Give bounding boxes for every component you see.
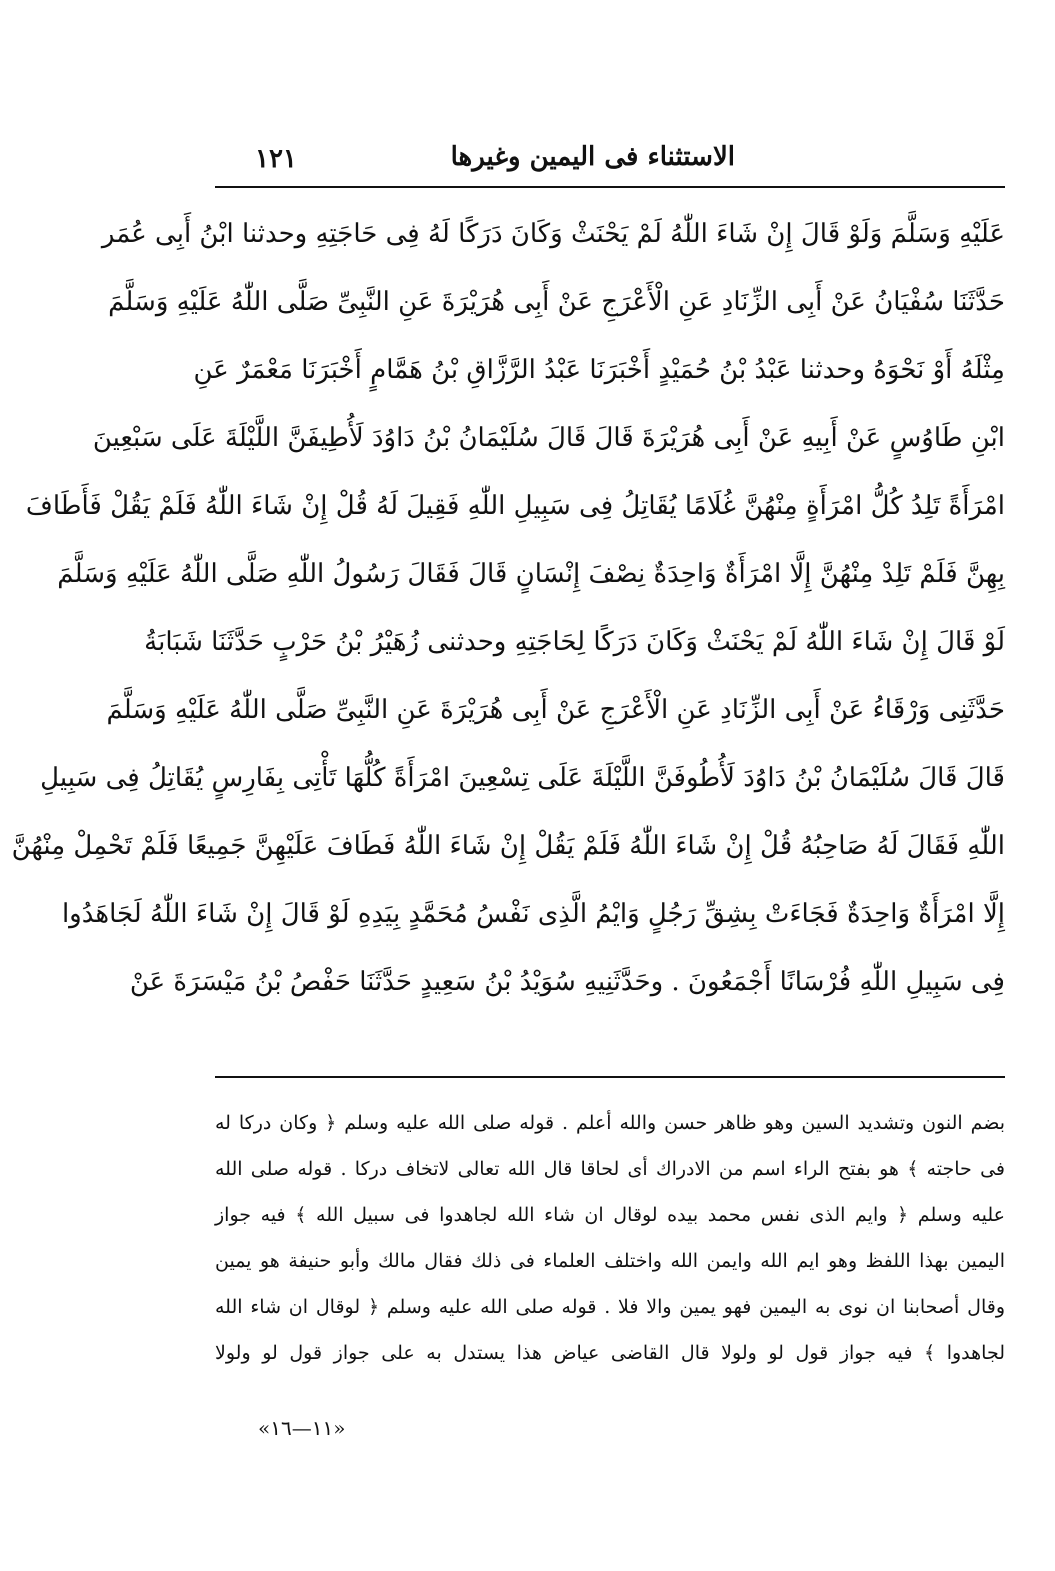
main-line: اللّٰهِ فَقَالَ لَهُ صَاحِبُهُ قُلْ إِنْ شَاءَ اللّٰهُ فَلَمْ يَقُلْ إِنْ شَاءَ اللّٰهُ فَطَافَ عَلَيْهِنَّ جَمِيعًا فَلَمْ تَحْمِلْ مِنْهُنَّ [11, 831, 1005, 861]
page-header [215, 138, 1005, 182]
header-rule [215, 186, 1005, 188]
note-line: لجاهدوا ﴾ فيه جواز قول لو ولولا قال القاضى عياض هذا يستدل به على جواز قول لو ولولا [215, 1342, 1005, 1364]
chapter-title: الاستثناء فى اليمين وغيرها [450, 142, 735, 172]
note-line: اليمين بهذا اللفظ وهو ايم الله وايمن الله واختلف العلماء فى ذلك فقال مالك وأبو حنيفة هو يمين [215, 1250, 1005, 1272]
main-line: مِثْلَهُ أَوْ نَحْوَهُ وحدثنا عَبْدُ بْنُ حُمَيْدٍ أَخْبَرَنَا عَبْدُ الرَّزَّاقِ بْنُ هَمَّامٍ أَخْبَرَنَا مَعْمَرٌ عَنِ [193, 355, 1005, 385]
note-line: وقال أصحابنا ان نوى به اليمين فهو يمين والا فلا . قوله صلى الله عليه وسلم ﴿ لوقال ان شاء الله [215, 1296, 1005, 1318]
commentary-notes [215, 1100, 1005, 1376]
main-line: إِلَّا امْرَأَةٌ وَاحِدَةٌ فَجَاءَتْ بِشِقِّ رَجُلٍ وَايْمُ الَّذِى نَفْسُ مُحَمَّدٍ بِيَدِهِ لَوْ قَالَ إِنْ شَاءَ اللّٰهُ لَجَاهَدُوا [61, 899, 1005, 929]
main-line: عَلَيْهِ وَسَلَّمَ وَلَوْ قَالَ إِنْ شَاءَ اللّٰهُ لَمْ يَحْنَثْ وَكَانَ دَرَكًا لَهُ فِى حَاجَتِهِ وحدثنا ابْنُ أَبِى عُمَر [101, 219, 1005, 249]
main-line: حَدَّثَنَا سُفْيَانُ عَنْ أَبِى الزِّنَادِ عَنِ الْأَعْرَجِ عَنْ أَبِى هُرَيْرَةَ عَنِ النَّبِىِّ صَلَّى اللّٰهُ عَلَيْهِ وَسَلَّمَ [108, 287, 1005, 317]
main-text [11, 200, 1005, 1016]
main-line: لَوْ قَالَ إِنْ شَاءَ اللّٰهُ لَمْ يَحْنَثْ وَكَانَ دَرَكًا لِحَاجَتِهِ وحدثنى زُهَيْرُ بْنُ حَرْبٍ حَدَّثَنَا شَبَابَةُ [144, 627, 1005, 657]
note-line: عليه وسلم ﴿ وايم الذى نفس محمد بيده لوقال ان شاء الله لجاهدوا فى سبيل الله ﴾ فيه جواز [215, 1204, 1005, 1226]
main-line: قَالَ قَالَ سُلَيْمَانُ بْنُ دَاوُدَ لَأُطُوفَنَّ اللَّيْلَةَ عَلَى تِسْعِينَ امْرَأَةً كُلُّهَا تَأْتِى بِفَارِسٍ يُقَاتِلُ فِى سَبِيلِ [40, 763, 1005, 793]
main-line: فِى سَبِيلِ اللّٰهِ فُرْسَانًا أَجْمَعُونَ . وحَدَّثَنِيهِ سُوَيْدُ بْنُ سَعِيدٍ حَدَّثَنَا حَفْصُ بْنُ مَيْسَرَةَ عَنْ [129, 967, 1005, 997]
footnote-rule [215, 1076, 1005, 1078]
printer-signature: «١١—١٦» [258, 1416, 346, 1440]
main-line: بِهِنَّ فَلَمْ تَلِدْ مِنْهُنَّ إِلَّا امْرَأَةٌ وَاحِدَةٌ نِصْفَ إِنْسَانٍ قَالَ فَقَالَ رَسُولُ اللّٰهِ صَلَّى اللّٰهُ عَلَيْهِ وَسَلَّمَ [57, 559, 1005, 589]
note-line: بضم النون وتشديد السين وهو ظاهر حسن والله أعلم . قوله صلى الله عليه وسلم ﴿ وكان دركا له [215, 1112, 1005, 1134]
main-line: ابْنِ طَاوُسٍ عَنْ أَبِيهِ عَنْ أَبِى هُرَيْرَةَ قَالَ قَالَ سُلَيْمَانُ بْنُ دَاوُدَ لَأُطِيفَنَّ اللَّيْلَةَ عَلَى سَبْعِينَ [92, 423, 1005, 453]
main-line: حَدَّثَنِى وَرْقَاءُ عَنْ أَبِى الزِّنَادِ عَنِ الْأَعْرَجِ عَنْ أَبِى هُرَيْرَةَ عَنِ النَّبِىِّ صَلَّى اللّٰهُ عَلَيْهِ وَسَلَّمَ [106, 695, 1005, 725]
main-line: امْرَأَةً تَلِدُ كُلُّ امْرَأَةٍ مِنْهُنَّ غُلَامًا يُقَاتِلُ فِى سَبِيلِ اللّٰهِ فَقِيلَ لَهُ قُلْ إِنْ شَاءَ اللّٰهُ فَلَمْ يَقُلْ فَأَطَافَ [25, 491, 1005, 521]
note-line: فى حاجته ﴾ هو بفتح الراء اسم من الادراك أى لحاقا قال الله تعالى لاتخاف دركا . قوله صلى الله [215, 1158, 1005, 1180]
page-number: ١٢١ [255, 144, 297, 174]
